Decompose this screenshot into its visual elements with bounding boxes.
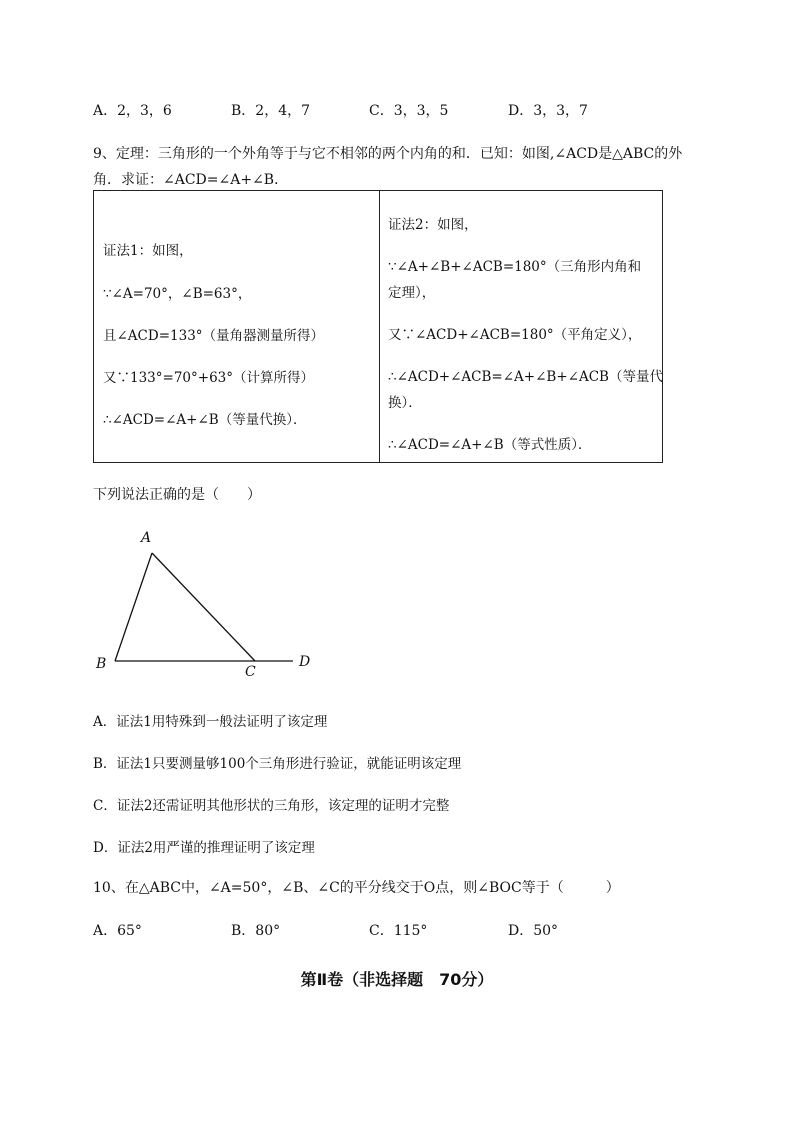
- q9-question: 下列说法正确的是（ ）: [93, 487, 261, 503]
- proof-2-line: 证法2：如图，: [388, 217, 478, 233]
- side-ab: [115, 553, 152, 661]
- q9-stem-line-1: 9、定理：三角形的一个外角等于与它不相邻的两个内角的和．已知：如图,∠ACD是△ABC的外: [93, 146, 683, 162]
- proof-2-line: ∴∠ACD+∠ACB=∠A+∠B+∠ACB（等量代: [388, 369, 663, 385]
- q8-option-c: C．3，3，5: [369, 103, 449, 119]
- q10-option-c: C．115°: [369, 923, 428, 939]
- proof-2-line: 换）．: [388, 395, 422, 411]
- q10-stem: 10、在△ABC中，∠A=50°，∠B、∠C的平分线交于O点，则∠BOC等于（ ）: [93, 880, 620, 896]
- proof-2-line: ∴∠ACD=∠A+∠B（等式性质）．: [388, 437, 592, 453]
- proof-1-line: 又∵133°=70°+63°（计算所得）: [103, 370, 314, 386]
- point-label-a: A: [141, 530, 152, 546]
- q9-choice-c: C．证法2还需证明其他形状的三角形，该定理的证明才完整: [93, 798, 450, 814]
- q9-choice-b: B．证法1只要测量够100个三角形进行验证，就能证明该定理: [93, 756, 462, 772]
- proof-1-line: 且∠ACD=133°（量角器测量所得）: [103, 328, 325, 344]
- q9-choice-d: D．证法2用严谨的推理证明了该定理: [93, 840, 315, 856]
- proof-2-line: 又∵∠ACD+∠ACB=180°（平角定义），: [388, 327, 642, 343]
- q8-option-d: D．3，3，7: [508, 103, 588, 119]
- q9-choice-a: A．证法1用特殊到一般法证明了该定理: [93, 714, 328, 730]
- q10-option-d: D．50°: [508, 923, 559, 939]
- proof-1-line: 证法1：如图，: [103, 243, 193, 259]
- side-ac: [152, 553, 255, 661]
- section-title: 第Ⅱ卷（非选择题 70分）: [300, 970, 494, 989]
- proof-2-line: 定理），: [388, 285, 436, 301]
- q10-option-a: A．65°: [93, 923, 142, 939]
- point-label-b: B: [96, 656, 107, 672]
- proof-1-line: ∵∠A=70°，∠B=63°，: [103, 286, 252, 302]
- q8-option-a: A．2，3，6: [93, 103, 172, 119]
- point-label-d: D: [299, 654, 311, 670]
- proof-1-line: ∴∠ACD=∠A+∠B（等量代换）．: [103, 412, 307, 428]
- q8-option-b: B．2，4，7: [231, 103, 311, 119]
- proof-2-line: ∵∠A+∠B+∠ACB=180°（三角形内角和: [388, 259, 642, 275]
- q9-stem-line-2: 角．求证：∠ACD=∠A+∠B．: [93, 172, 289, 188]
- point-label-c: C: [245, 664, 256, 680]
- q10-option-b: B．80°: [231, 923, 281, 939]
